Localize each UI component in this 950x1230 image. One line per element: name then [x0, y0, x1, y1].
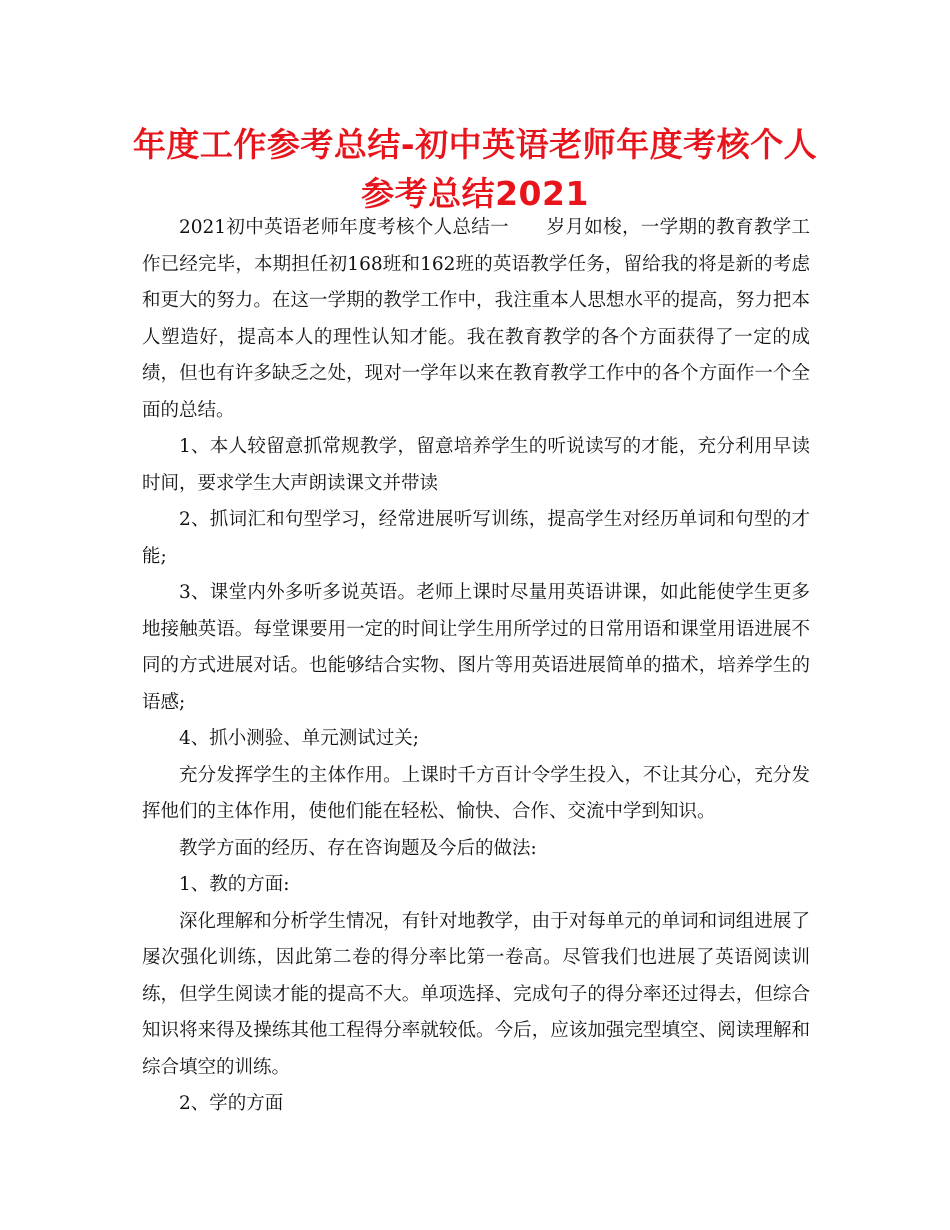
paragraph-item-2: 2、抓词汇和句型学习，经常进展听写训练，提高学生对经历单词和句型的才能;: [142, 509, 810, 567]
document-body: [142, 210, 810, 1123]
paragraph-teaching-detail: 深化理解和分析学生情况，有针对地教学，由于对每单元的单词和词组进展了屡次强化训练，因此第二卷的得分率比第一卷高。尽管我们也进展了英语阅读训练，但学生阅读才能的提高不大。单项选择、完成句子的得分率还过得去，但综合知识将来得及操练其他工程得分率就较低。今后，应该加强完型填空、阅读理解和综合填空的训练。: [142, 910, 810, 1078]
paragraph-learning-heading: 2、学的方面: [179, 1093, 284, 1114]
paragraph-item-1: 1、本人较留意抓常规教学，留意培养学生的听说读写的才能，充分利用早读时间，要求学生大声朗读课文并带读: [142, 436, 810, 494]
paragraph-item-3: 3、课堂内外多听多说英语。老师上课时尽量用英语讲课，如此能使学生更多地接触英语。每堂课要用一定的时间让学生用所学过的日常用语和课堂用语进展不同的方式进展对话。也能够结合实物、图片等用英语进展简单的描术，培养学生的语感;: [142, 582, 810, 713]
document-title: 年度工作参考总结-初中英语老师年度考核个人参考总结2021: [132, 125, 818, 213]
paragraph-student-role: 充分发挥学生的主体作用。上课时千方百计令学生投入，不让其分心，充分发挥他们的主体作用，使他们能在轻松、愉快、合作、交流中学到知识。: [142, 764, 810, 822]
paragraph-item-4: 4、抓小测验、单元测试过关;: [179, 728, 420, 749]
paragraph-section-heading: 教学方面的经历、存在咨询题及今后的做法:: [179, 837, 537, 859]
paragraph-teaching-heading: 1、教的方面:: [179, 874, 290, 895]
paragraph-intro: 2021初中英语老师年度考核个人总结一 岁月如梭，一学期的教育教学工作已经完毕，本期担任初168班和162班的英语教学任务，留给我的将是新的考虑和更大的努力。在这一学期的教学工作中，我注重本人思想水平的提高，努力把本人塑造好，提高本人的理性认知才能。我在教育教学的各个方面获得了一定的成绩，但也有许多缺乏之处，现对一学年以来在教育教学工作中的各个方面作一个全面的总结。: [142, 217, 810, 421]
